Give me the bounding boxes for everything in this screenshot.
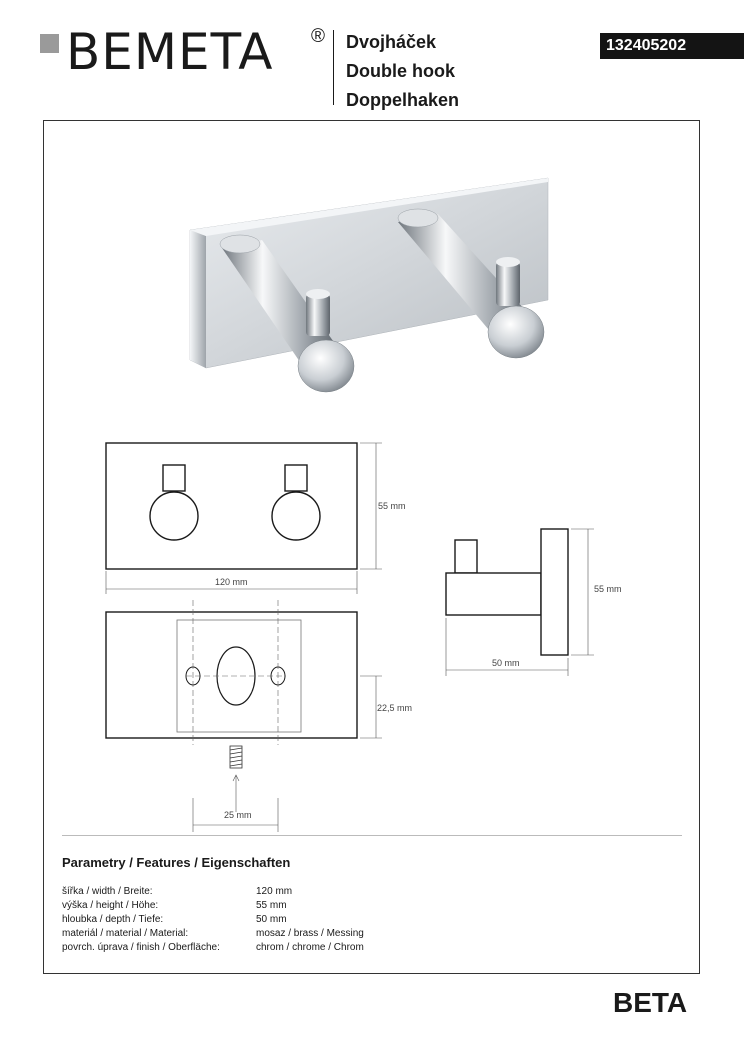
param-label: šířka / width / Breite: xyxy=(62,886,153,897)
front-height-label: 55 mm xyxy=(378,501,406,511)
param-label: hloubka / depth / Tiefe: xyxy=(62,914,164,925)
side-view-drawing xyxy=(446,529,568,655)
param-value: 50 mm xyxy=(256,914,287,925)
front-dimension-lines xyxy=(106,443,382,594)
param-row-finish xyxy=(62,941,522,955)
param-row-material xyxy=(62,927,522,941)
param-row-height xyxy=(62,899,522,913)
product-code-badge: 132405202 xyxy=(600,33,744,59)
screw-spacing-label: 25 mm xyxy=(224,810,252,820)
side-depth-label: 50 mm xyxy=(492,658,520,668)
product-photo xyxy=(190,178,548,392)
side-height-label: 55 mm xyxy=(594,584,622,594)
screw-icon xyxy=(230,746,242,768)
parameters-table xyxy=(62,885,522,955)
mount-offset-label: 22,5 mm xyxy=(377,703,413,713)
mount-dimension-lines xyxy=(193,676,382,832)
product-name-de: Doppelhaken xyxy=(346,90,460,110)
param-value: 120 mm xyxy=(256,886,293,897)
front-view-drawing xyxy=(106,443,357,569)
series-name: BETA xyxy=(613,987,688,1018)
parameters-title: Parametry / Features / Eigenschaften xyxy=(62,855,291,870)
front-width-label: 120 mm xyxy=(215,577,248,587)
product-name-cz: Dvojháček xyxy=(346,32,437,52)
param-value: mosaz / brass / Messing xyxy=(256,928,364,939)
param-value: 55 mm xyxy=(256,900,287,911)
product-name-en: Double hook xyxy=(346,61,455,81)
param-label: povrch. úprava / finish / Oberfläche: xyxy=(62,942,220,953)
section-divider xyxy=(62,835,682,836)
param-row-depth xyxy=(62,913,522,927)
mount-view-drawing xyxy=(106,600,357,745)
param-label: výška / height / Höhe: xyxy=(62,900,159,911)
param-label: materiál / material / Material: xyxy=(62,928,189,939)
registered-mark: ® xyxy=(311,26,325,47)
param-value: chrom / chrome / Chrom xyxy=(256,942,364,953)
brand-wordmark: BEMETA xyxy=(66,23,274,81)
param-row-width xyxy=(62,885,522,899)
